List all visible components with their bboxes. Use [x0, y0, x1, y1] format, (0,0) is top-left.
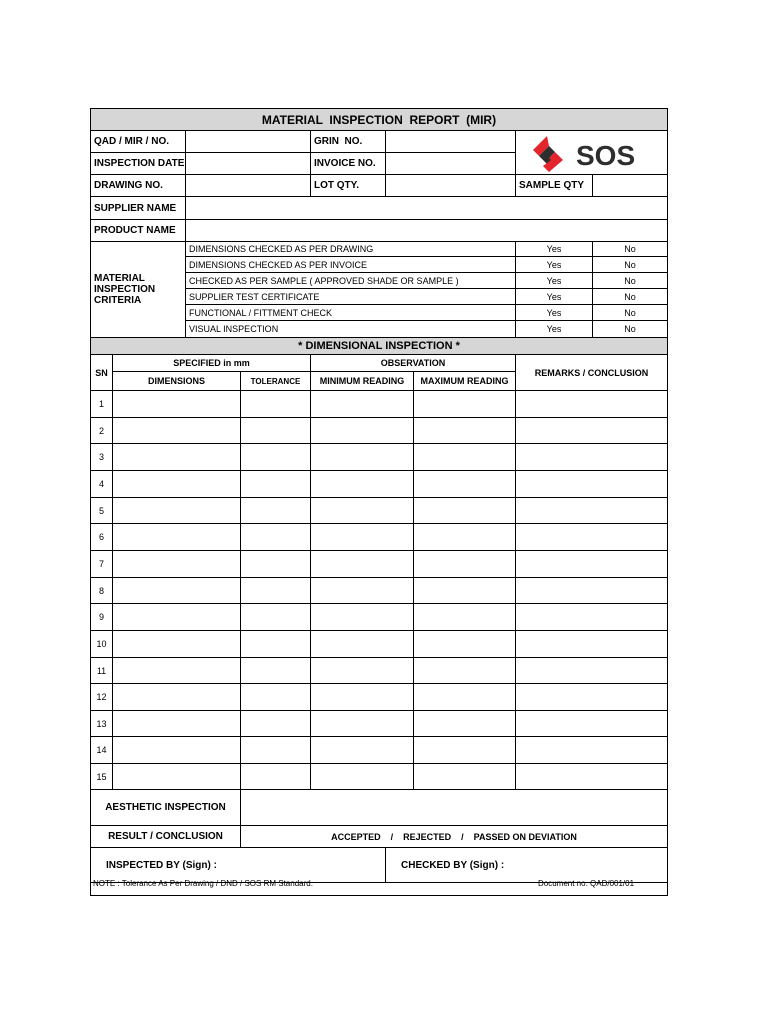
criteria-label-line: INSPECTION [94, 284, 156, 295]
checked-by-label: CHECKED BY (Sign) : [401, 859, 505, 871]
supplier-name-label: SUPPLIER NAME [94, 202, 177, 214]
dimensional-inspection-title: * DIMENSIONAL INSPECTION * [298, 340, 460, 352]
invoice-no-label: INVOICE NO. [314, 158, 376, 169]
document-number: Document no. QAD/001/01 [538, 879, 635, 888]
result-conclusion-label: RESULT / CONCLUSION [108, 831, 223, 842]
criteria-yes-option[interactable]: Yes [546, 275, 562, 286]
minimum-reading-header: MINIMUM READING [319, 376, 405, 386]
product-name-label: PRODUCT NAME [94, 225, 176, 236]
row-sn: 3 [98, 452, 104, 462]
drawing-no-field[interactable] [186, 175, 310, 196]
sample-qty-label: SAMPLE QTY [519, 180, 585, 191]
row-sn: 1 [98, 399, 104, 409]
qad-mir-no-field[interactable] [186, 131, 310, 152]
invoice-no-field[interactable] [386, 153, 515, 174]
row-sn: 2 [98, 425, 104, 436]
dimensions-header: DIMENSIONS [147, 376, 205, 386]
criteria-yes-option[interactable]: Yes [546, 307, 562, 318]
row-sn: 13 [96, 718, 107, 729]
criteria-no-option[interactable]: No [624, 324, 636, 334]
lot-qty-label: LOT QTY. [314, 180, 359, 191]
report-title: MATERIAL INSPECTION REPORT (MIR) [261, 112, 497, 127]
row-sn: 12 [96, 692, 107, 702]
grin-no-field[interactable] [386, 131, 515, 152]
remarks-header: REMARKS / CONCLUSION [534, 367, 649, 378]
row-sn: 9 [98, 612, 104, 622]
maximum-reading-header: MAXIMUM READING [420, 376, 509, 386]
criteria-item: DIMENSIONS CHECKED AS PER DRAWING [189, 244, 374, 254]
sn-header: SN [95, 367, 108, 378]
drawing-no-label: DRAWING NO. [94, 180, 163, 191]
material-inspection-criteria-label [91, 242, 185, 337]
criteria-item: VISUAL INSPECTION [189, 324, 279, 334]
criteria-no-option[interactable]: No [624, 275, 636, 286]
qad-mir-no-label: QAD / MIR / NO. [94, 136, 169, 147]
result-options[interactable]: ACCEPTED / REJECTED / PASSED ON DEVIATION [331, 831, 577, 842]
criteria-no-option[interactable]: No [624, 307, 636, 318]
criteria-item: SUPPLIER TEST CERTIFICATE [189, 291, 320, 302]
sos-logo-mark-icon [533, 136, 563, 172]
criteria-label-line: CRITERIA [94, 295, 142, 306]
inspection-date-label: INSPECTION DATE [94, 158, 185, 169]
row-sn: 10 [96, 639, 107, 649]
criteria-no-option[interactable]: No [624, 244, 636, 254]
criteria-yes-option[interactable]: Yes [546, 324, 562, 334]
sample-qty-field[interactable] [593, 175, 667, 196]
criteria-no-option[interactable]: No [624, 259, 636, 270]
sos-logo [530, 134, 642, 174]
criteria-item: DIMENSIONS CHECKED AS PER INVOICE [189, 259, 368, 270]
criteria-yes-option[interactable]: Yes [546, 259, 562, 270]
inspected-by-label: INSPECTED BY (Sign) : [106, 859, 217, 871]
criteria-item: FUNCTIONAL / FITTMENT CHECK [189, 307, 333, 318]
row-sn: 15 [96, 771, 107, 782]
specified-header: SPECIFIED in mm [173, 358, 250, 368]
criteria-no-option[interactable]: No [624, 291, 636, 302]
aesthetic-inspection-field[interactable] [241, 790, 667, 825]
lot-qty-field[interactable] [386, 175, 515, 196]
observation-header: OBSERVATION [380, 358, 446, 368]
row-sn: 7 [98, 559, 104, 569]
row-sn: 6 [98, 532, 104, 542]
tolerance-note: NOTE : Tolerance As Per Drawing / DND / SOS RM Standard. [93, 879, 313, 888]
criteria-item: CHECKED AS PER SAMPLE ( APPROVED SHADE OR SAMPLE ) [189, 275, 459, 286]
criteria-yes-option[interactable]: Yes [546, 244, 562, 254]
sos-logo-text: SOS [576, 140, 636, 171]
supplier-name-field[interactable] [186, 197, 667, 219]
product-name-field[interactable] [186, 220, 667, 241]
row-sn: 4 [98, 479, 104, 489]
row-sn: 5 [98, 505, 104, 516]
tolerance-header: TOLERANCE [250, 376, 301, 386]
criteria-label-line: MATERIAL [94, 273, 145, 284]
criteria-yes-option[interactable]: Yes [546, 291, 562, 302]
grin-no-label: GRIN NO. [314, 136, 363, 147]
row-sn: 11 [96, 665, 107, 676]
aesthetic-inspection-label: AESTHETIC INSPECTION [105, 802, 226, 813]
row-sn: 14 [96, 745, 107, 755]
row-sn: 8 [98, 585, 104, 596]
inspection-date-field[interactable] [186, 153, 310, 174]
